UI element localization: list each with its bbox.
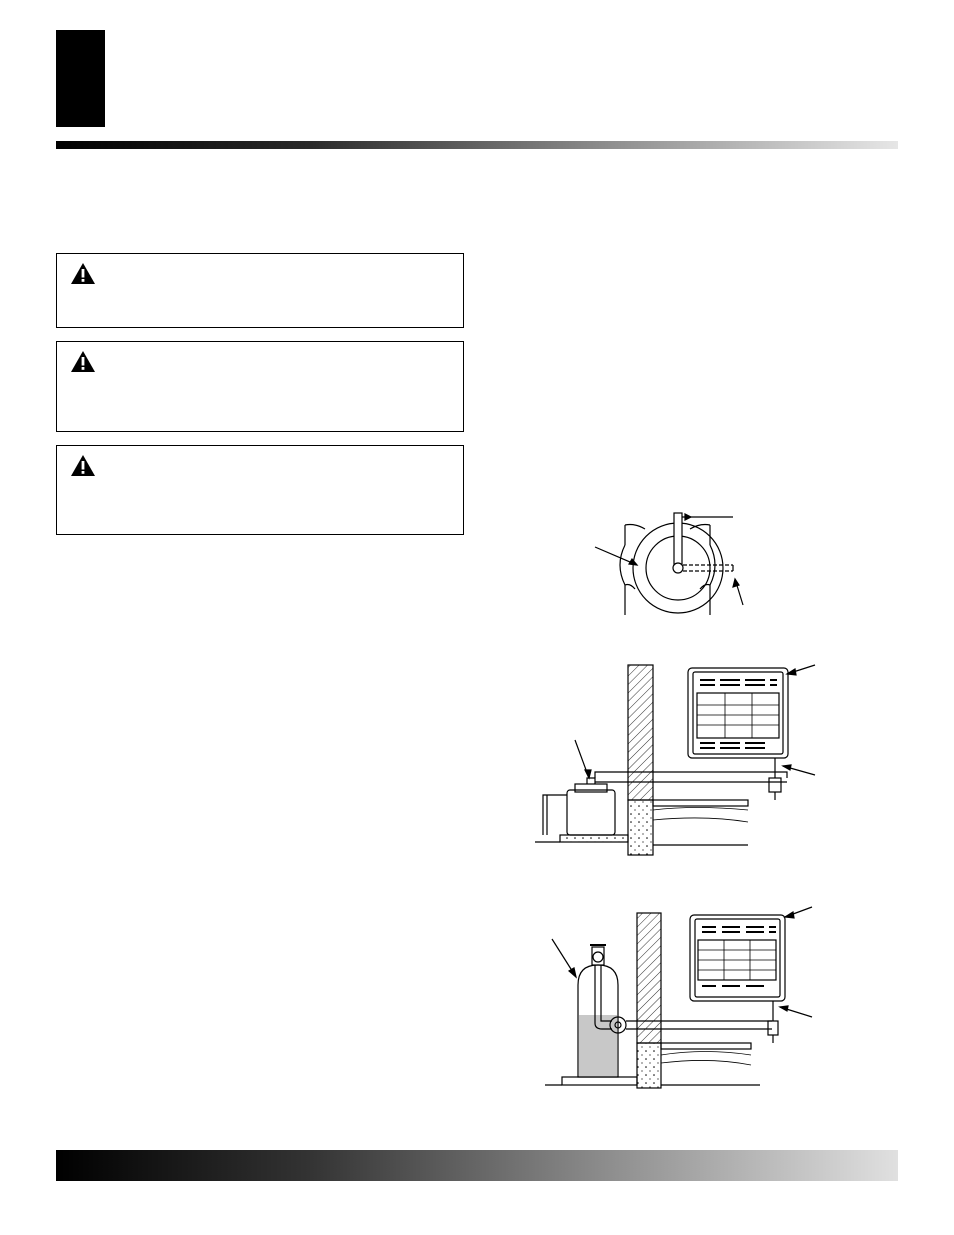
- warning-box-1: [56, 253, 464, 328]
- regulator-icon: [567, 790, 615, 835]
- shutoff-valve-icon: [768, 1021, 778, 1035]
- cylinder-installation-figure: [540, 905, 825, 1095]
- chapter-tab: [56, 30, 105, 127]
- vent-icon: [683, 565, 733, 571]
- warning-triangle-icon: [71, 351, 95, 372]
- bulk-tank-installation-figure: [525, 660, 825, 860]
- shutoff-valve-icon: [769, 778, 781, 792]
- warning-box-3: [56, 445, 464, 535]
- warning-triangle-icon: [71, 263, 95, 284]
- warning-triangle-icon: [71, 455, 95, 476]
- footer-bar: [56, 1150, 898, 1181]
- header-rule: [56, 141, 898, 149]
- regulator-vent-figure: [585, 505, 755, 627]
- warning-box-2: [56, 341, 464, 432]
- heater-icon: [688, 668, 788, 758]
